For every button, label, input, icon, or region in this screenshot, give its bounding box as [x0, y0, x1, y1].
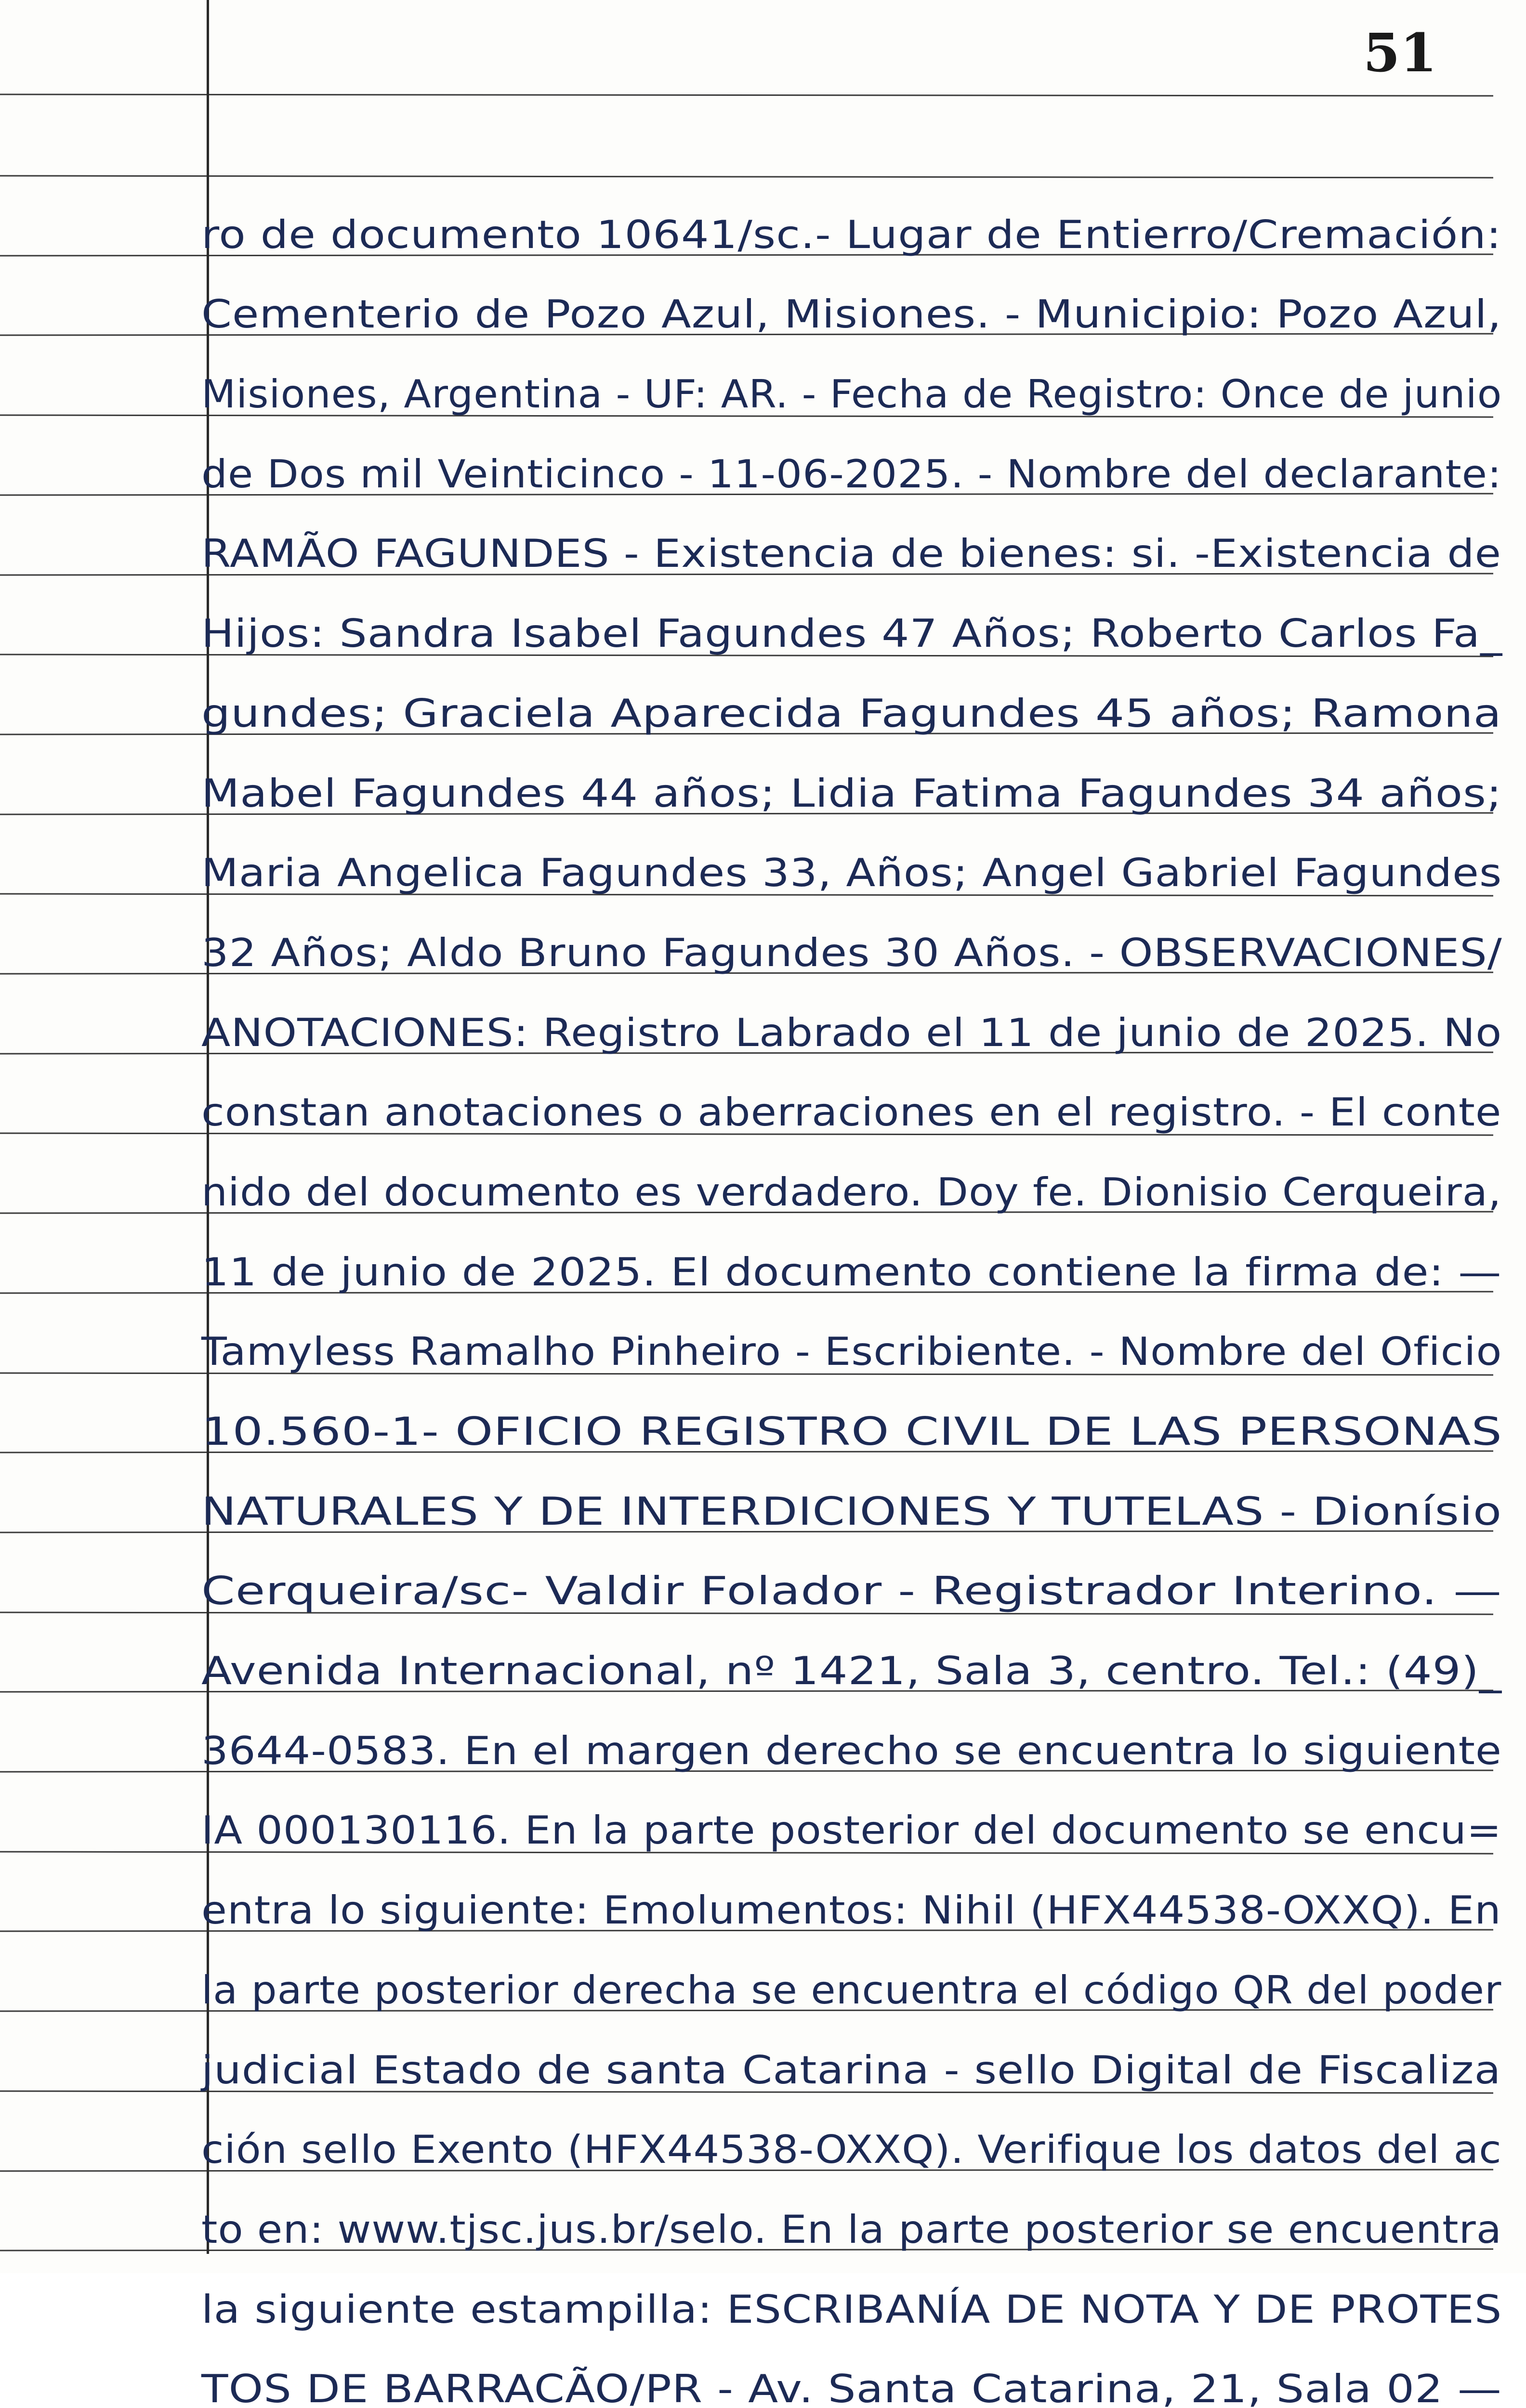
text-line [193, 2094, 1508, 2173]
text-line [193, 1774, 1508, 1854]
text-line [193, 1375, 1508, 1455]
ruled-line [0, 94, 1493, 96]
text-line-content: RAMÃO FAGUNDES - Existencia de bienes: si. -Existencia de [201, 531, 1502, 576]
text-line [193, 258, 1508, 338]
text-line-content: Avenida Internacional, nº 1421, Sala 3, centro. Tel.: (49)_ [201, 1649, 1502, 1694]
ruled-line [0, 176, 1493, 178]
text-line [193, 2014, 1508, 2094]
text-line [193, 1216, 1508, 1296]
text-line [193, 497, 1508, 577]
text-line-content: 3644-0583. En el margen derecho se encuentra lo siguiente [201, 1728, 1502, 1773]
text-line-content: ANOTACIONES: Registro Labrado el 11 de junio de 2025. No [201, 1010, 1502, 1055]
text-line-content: IA 000130116. En la parte posterior del documento se encu= [201, 1808, 1502, 1853]
text-line [193, 737, 1508, 817]
handwritten-text-block [193, 178, 1508, 2408]
text-line [193, 577, 1508, 657]
text-line-content: Cerqueira/sc- Valdir Folador - Registrador Interino. — [201, 1569, 1502, 1614]
text-line-content: nido del documento es verdadero. Doy fe. Dionisio Cerqueira, [201, 1169, 1502, 1215]
text-line [193, 1296, 1508, 1375]
text-line-content: gundes; Graciela Aparecida Fagundes 45 años; Ramona [201, 691, 1502, 736]
text-line [193, 2253, 1508, 2333]
page-number: 51 [1363, 22, 1437, 84]
text-line [193, 178, 1508, 258]
text-line [193, 1056, 1508, 1136]
text-line-content: NATURALES Y DE INTERDICIONES Y TUTELAS - Dionísio [201, 1489, 1502, 1534]
text-line-content: 32 Años; Aldo Bruno Fagundes 30 Años. - OBSERVACIONES/ [201, 930, 1502, 975]
text-line [193, 976, 1508, 1056]
text-line [193, 1535, 1508, 1615]
text-line [193, 896, 1508, 976]
text-line-content: Cementerio de Pozo Azul, Misiones. - Municipio: Pozo Azul, [201, 292, 1502, 337]
text-line-content: to en: www.tjsc.jus.br/selo. En la parte posterior se encuentra [201, 2207, 1502, 2252]
text-line [193, 2333, 1508, 2408]
text-line [193, 2173, 1508, 2253]
text-line-content: ro de documento 10641/sc.- Lugar de Entierro/Cremación: [201, 212, 1502, 257]
text-line-content: Tamyless Ramalho Pinheiro - Escribiente. - Nombre del Oficio [201, 1329, 1502, 1374]
text-line-content: Hijos: Sandra Isabel Fagundes 47 Años; Roberto Carlos Fa_ [201, 611, 1503, 656]
text-line-content: 11 de junio de 2025. El documento contiene la firma de: — [201, 1249, 1502, 1295]
text-line-content: 10.560-1- OFICIO REGISTRO CIVIL DE LAS PERSONAS [201, 1409, 1502, 1454]
text-line-content: ción sello Exento (HFX44538-OXXQ). Verifique los datos del ac [201, 2127, 1502, 2172]
text-line-content: Misiones, Argentina - UF: AR. - Fecha de Registro: Once de junio [201, 372, 1502, 417]
text-line [193, 1854, 1508, 1934]
text-line-content: Mabel Fagundes 44 años; Lidia Fatima Fagundes 34 años; [201, 771, 1502, 816]
text-line-content: la parte posterior derecha se encuentra el código QR del poder [201, 1967, 1502, 2013]
text-line-content: constan anotaciones o aberraciones en el registro. - El conte [201, 1090, 1502, 1135]
text-line [193, 338, 1508, 418]
text-line [193, 657, 1508, 737]
text-line [193, 1934, 1508, 2014]
text-line-content: TOS DE BARRACÃO/PR - Av. Santa Catarina, 21, Sala 02 — [201, 2367, 1502, 2408]
text-line-content: Maria Angelica Fagundes 33, Años; Angel Gabriel Fagundes [201, 851, 1502, 896]
text-line [193, 1455, 1508, 1535]
text-line [193, 418, 1508, 497]
text-line [193, 1614, 1508, 1694]
text-line-content: la siguiente estampilla: ESCRIBANÍA DE NOTA Y DE PROTES [201, 2287, 1502, 2332]
text-line-content: judicial Estado de santa Catarina - sello Digital de Fiscaliza [201, 2047, 1501, 2093]
text-line [193, 1694, 1508, 1774]
text-line-content: de Dos mil Veinticinco - 11-06-2025. - Nombre del declarante: [201, 451, 1502, 497]
text-line [193, 817, 1508, 897]
text-line-content: entra lo siguiente: Emolumentos: Nihil (HFX44538-OXXQ). En [201, 1888, 1501, 1933]
text-line [193, 1136, 1508, 1216]
